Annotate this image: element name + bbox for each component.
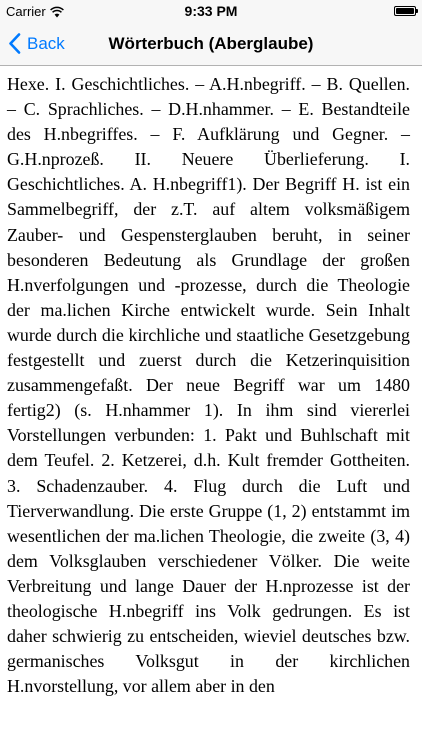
status-time: 9:33 PM: [184, 3, 238, 19]
chevron-left-icon: [8, 33, 21, 54]
carrier-label: Carrier: [6, 4, 46, 19]
article-text: Hexe. I. Geschichtliches. – A.H.nbegriff. – B. Quellen. – C. Sprachliches. – D.H.nhammer. – E. Bestandteile des H.nbegriffes. – F. Aufklärung und Gegner. – G.H.nprozeß. II. Neuere Überlieferung. I. Geschichtliches. A. H.nbegriff1). Der Begriff H. ist ein Sammelbegriff, der z.T. auf altem volksmäßigem Zauber- und Gespensterglauben beruht, in seiner besonderen Bedeutung als Grundlage der großen H.nverfolgungen und -prozesse, durch die Theologie der ma.lichen Kirche entwickelt wurde. Sein Inhalt wurde durch die kirchliche und staatliche Gesetzgebung festgestellt und zuerst durch die Ketzerinquisition zusammengefaßt. Der neue Begriff war um 1480 fertig2) (s. H.nhammer 1). In ihm sind viererlei Vorstellungen verbunden: 1. Pakt und Buhlschaft mit dem Teufel. 2. Ketzerei, d.h. Kult fremder Gottheiten. 3. Schadenzauber. 4. Flug durch die Luft und Tierverwandlung. Die erste Gruppe (1, 2) entstammt im wesentlichen der ma.lichen Theologie, die zweite (3, 4) dem Volksglauben verschiedener Völker. Die weite Verbreitung und lange Dauer der H.nprozesse ist der theologische H.nbegriff ins Volk gedrungen. Es ist daher schwierig zu entscheiden, wieviel deutsches bzw. germanisches Volksgut in der kirchlichen H.nvorstellung, vor allem aber in den: [7, 74, 410, 697]
navigation-bar: [0, 22, 422, 66]
battery-fill: [396, 8, 414, 14]
status-bar: [0, 0, 422, 22]
battery-icon: [394, 6, 416, 16]
back-button[interactable]: [8, 22, 65, 65]
article-content[interactable]: [0, 66, 422, 750]
back-label: Back: [27, 33, 65, 53]
page-title: Wörterbuch (Aberglaube): [108, 34, 314, 53]
